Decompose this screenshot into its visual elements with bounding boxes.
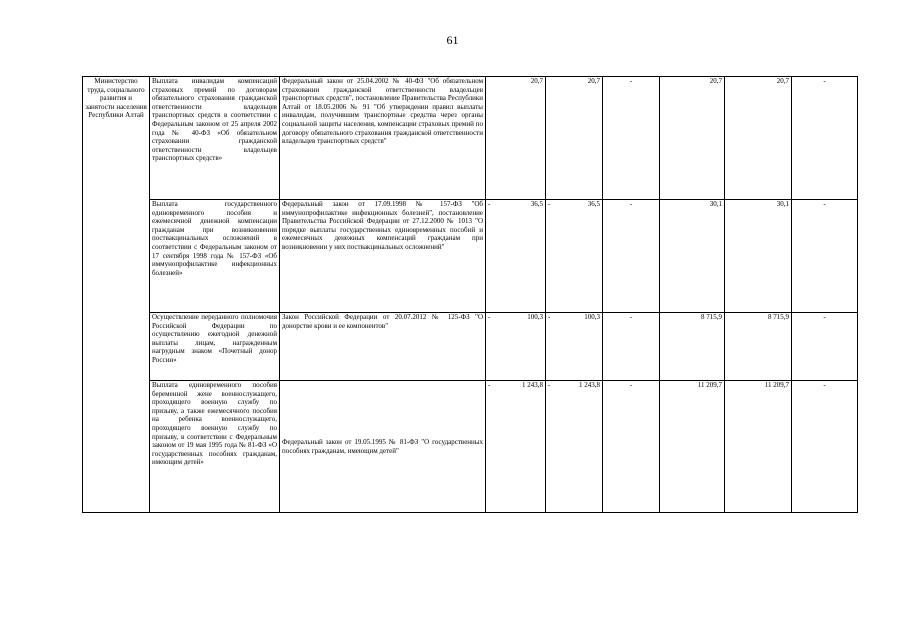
legal-basis: Закон Российской Федерации от 20.07.2012 № 125-ФЗ "О донорстве крови и ее компонентов" <box>280 313 486 381</box>
obligations-table <box>82 76 858 513</box>
empty-cell: - <box>792 77 858 200</box>
legal-basis: Федеральный закон от 17.09.1998 № 157-ФЗ "Об иммунопрофилактике инфекционных болезней", постановление Правительства Российской Федерации от 27.12.2000 № 1013 "О порядке выплаты государственных единовременных пособий и ежемесячных денежных компенсаций гражданам при возникновении у них поствакцинальных осложнений" <box>280 200 486 313</box>
amount-value: 20,7 <box>530 77 543 85</box>
amount-cell <box>486 381 546 513</box>
dash-marker: - <box>548 200 551 208</box>
empty-cell: - <box>603 77 660 200</box>
dash-marker: - <box>488 313 491 321</box>
amount-cell: 11 209,7 <box>660 381 725 513</box>
amount-value: 36,5 <box>587 200 600 208</box>
table-row <box>83 77 858 200</box>
empty-cell: - <box>603 381 660 513</box>
ministry-cell: Министерство труда, социального развития и занятости населения Республики Алтай <box>83 77 150 513</box>
amount-cell <box>486 313 546 381</box>
amount-cell <box>546 77 603 200</box>
obligation-description: Осуществление переданного полномочия Российской Федерации по осуществлению ежегодной денежной выплаты лицам, награжденным нагрудным знаком «Почетный донор России» <box>150 313 280 381</box>
dash-marker: - <box>488 381 491 389</box>
empty-cell: - <box>792 200 858 313</box>
amount-cell <box>546 381 603 513</box>
amount-cell: 8 715,9 <box>725 313 792 381</box>
page-number: 61 <box>446 33 459 47</box>
dash-marker: - <box>548 381 551 389</box>
amount-value: 1 243,8 <box>579 381 600 389</box>
amount-value: 100,3 <box>527 313 543 321</box>
legal-basis: Федеральный закон от 25.04.2002 № 40-ФЗ "Об обязательном страховании гражданской ответственности владельцев транспортных средств", постановление Правительства Республики Алтай от 18.05.2006 № 91 "Об утверждении правил выплаты инвалидам, получившим транспортные средства через органы социальной защиты населения, компенсации страховых премий по договору обязательного страхования гражданской ответственности владельцев транспортных средств" <box>280 77 486 200</box>
amount-value: 100,3 <box>584 313 600 321</box>
amount-cell: 30,1 <box>660 200 725 313</box>
amount-cell: 20,7 <box>725 77 792 200</box>
amount-cell: 30,1 <box>725 200 792 313</box>
amount-value: 20,7 <box>587 77 600 85</box>
amount-cell <box>486 200 546 313</box>
table-row <box>83 381 858 513</box>
amount-cell: 11 209,7 <box>725 381 792 513</box>
amount-cell: 8 715,9 <box>660 313 725 381</box>
amount-value: 36,5 <box>530 200 543 208</box>
obligation-description: Выплата единовременного пособия беременной жене военнослужащего, проходящего военную службу по призыву, а также ежемесячного пособия на ребенка военнослужащего, проходящего военную службу по призыву, в соответствии с Федеральным законом от 19 мая 1995 года № 81-ФЗ «О государственных пособиях гражданам, имеющим детей» <box>150 381 280 513</box>
dash-marker: - <box>488 200 491 208</box>
table-row <box>83 200 858 313</box>
empty-cell: - <box>603 200 660 313</box>
obligation-description: Выплата инвалидам компенсаций страховых премий по договорам обязательного страхования гражданской ответственности владельцев транспортных средств в соответствии с Федеральным законом от 25 апреля 2002 года № 40-ФЗ «Об обязательном страховании гражданской ответственности владельцев транспортных средств» <box>150 77 280 200</box>
empty-cell: - <box>603 313 660 381</box>
amount-cell <box>546 313 603 381</box>
legal-basis: Федеральный закон от 19.05.1995 № 81-ФЗ "О государственных пособиях гражданам, имеющим детей" <box>280 381 486 513</box>
amount-cell <box>546 200 603 313</box>
amount-value: 1 243,8 <box>522 381 543 389</box>
amount-cell <box>486 77 546 200</box>
obligation-description: Выплата государственного единовременного пособия и ежемесячной денежной компенсации гражданам при возникновении поствакцинальных осложнений в соответствии с Федеральным законом от 17 сентября 1998 года № 157-ФЗ «Об иммунопрофилактике инфекционных болезней» <box>150 200 280 313</box>
amount-cell: 20,7 <box>660 77 725 200</box>
empty-cell: - <box>792 381 858 513</box>
dash-marker: - <box>548 313 551 321</box>
empty-cell: - <box>792 313 858 381</box>
table-row <box>83 313 858 381</box>
